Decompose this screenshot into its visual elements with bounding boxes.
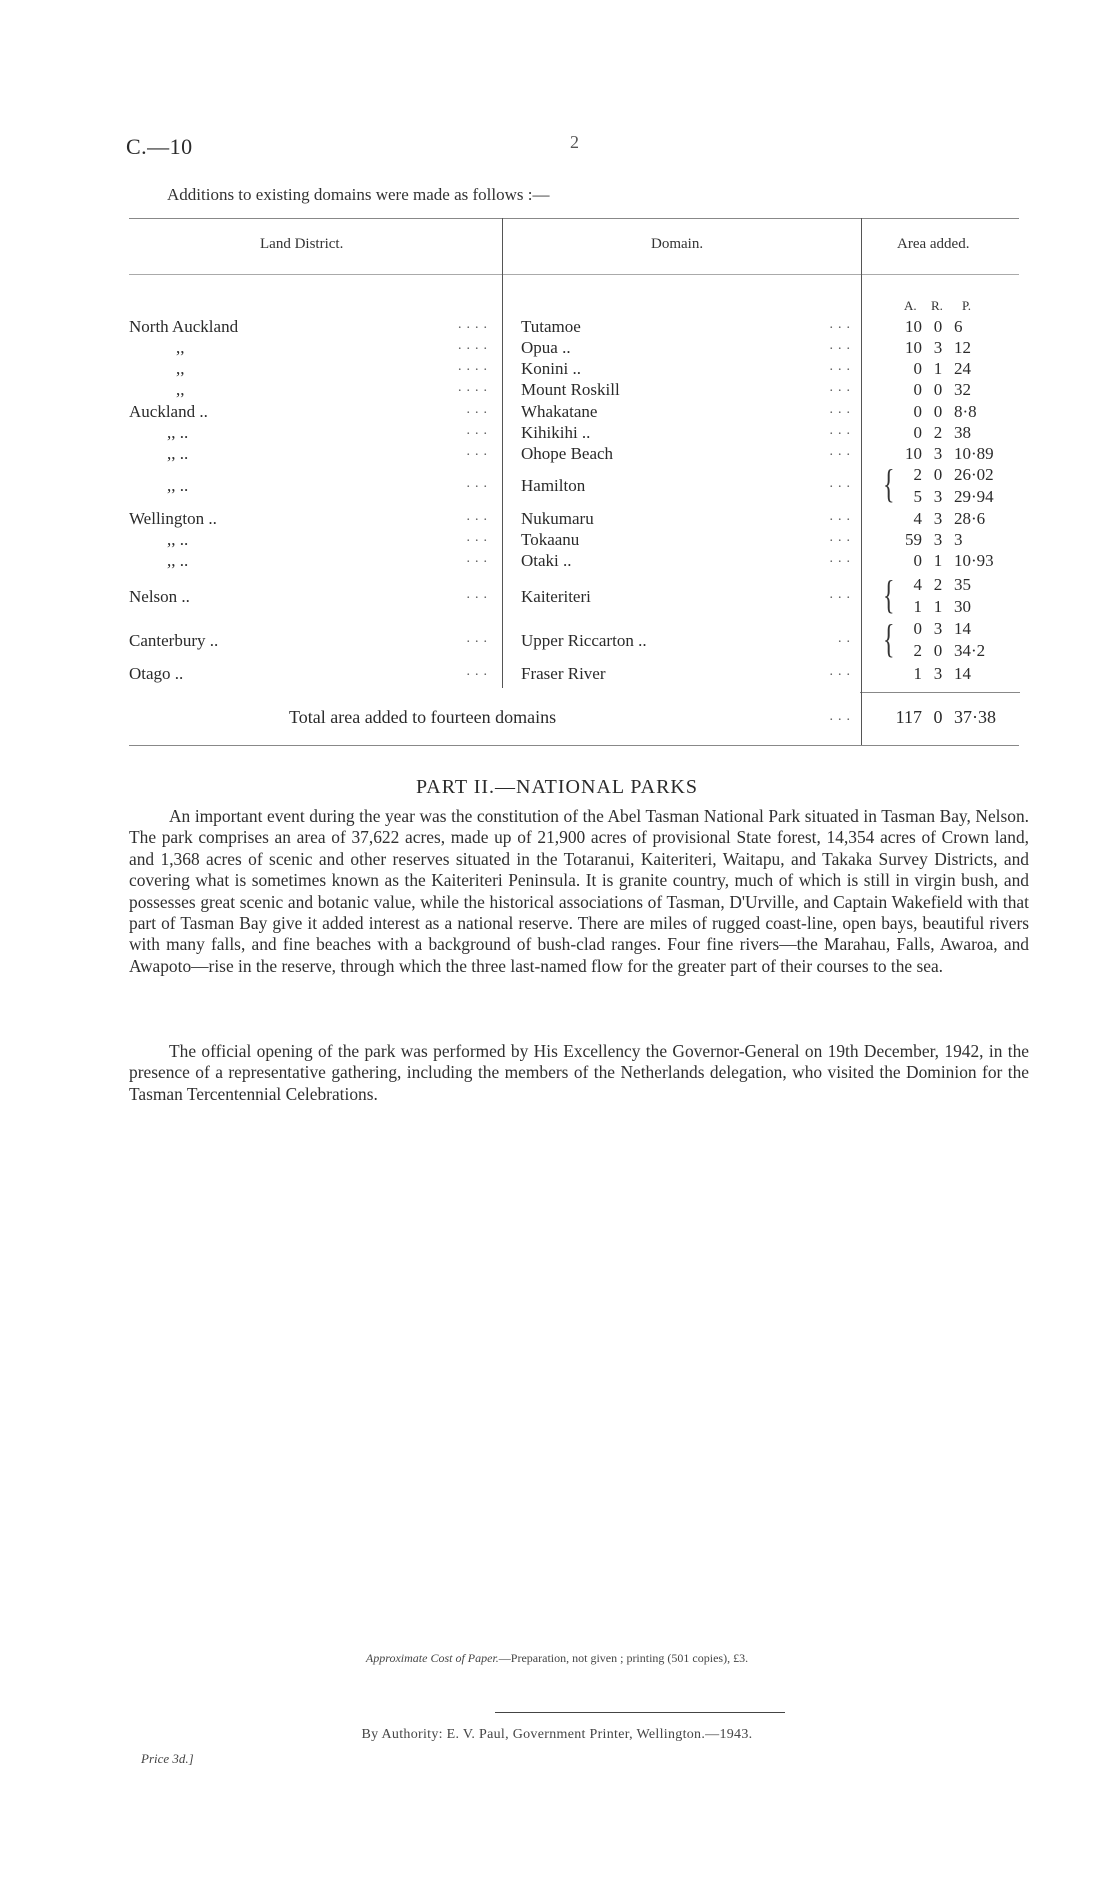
district-cell: Nelson ..	[129, 587, 190, 606]
roods-cell: 3	[933, 664, 943, 683]
cost-label: Approximate Cost of Paper.	[365, 1651, 499, 1665]
brace-icon: {	[883, 461, 895, 506]
perches-cell: 10·93	[954, 551, 994, 570]
perches-cell: 26·02	[954, 465, 994, 484]
roods-cell: 3	[933, 619, 943, 638]
acres-cell: 0	[913, 551, 922, 570]
roods-cell: 1	[933, 551, 943, 570]
perches-cell: 35	[954, 575, 971, 594]
perches-cell: 30	[954, 597, 971, 616]
roods-cell: 2	[933, 575, 943, 594]
leader-dots: ....	[458, 380, 492, 395]
roods-cell: 0	[933, 402, 943, 421]
perches-cell: 8·8	[954, 402, 977, 421]
roods-cell: 0	[933, 380, 943, 399]
leader-dots: ..	[838, 631, 855, 646]
leader-dots: ...	[829, 444, 855, 459]
unit-roods: R.	[931, 298, 943, 313]
leader-dots: ...	[829, 476, 855, 491]
table-top-rule	[129, 218, 1019, 219]
district-cell: Auckland ..	[129, 402, 208, 421]
leader-dots: ...	[829, 380, 855, 395]
acres-cell: 0	[913, 359, 922, 378]
leader-dots: ...	[466, 530, 492, 545]
unit-acres: A.	[904, 298, 917, 313]
table-row	[0, 402, 1114, 423]
domain-cell: Fraser River	[521, 664, 606, 683]
perches-cell: 38	[954, 423, 971, 442]
footer-rule	[495, 1712, 785, 1713]
roods-cell: 1	[933, 597, 943, 616]
roods-cell: 0	[933, 641, 943, 660]
perches-cell: 6	[954, 317, 963, 336]
table-bottom-rule	[129, 745, 1019, 746]
intro-text: Additions to existing domains were made as follows :—	[167, 185, 550, 204]
acres-cell: 4	[913, 509, 922, 528]
perches-cell: 24	[954, 359, 971, 378]
leader-dots: ...	[829, 587, 855, 602]
page-reference: C.—10	[126, 134, 193, 159]
acres-cell: 5	[913, 487, 922, 506]
leader-dots: ...	[829, 359, 855, 374]
leader-dots: ...	[829, 709, 855, 724]
leader-dots: ...	[829, 338, 855, 353]
district-cell: ,,	[176, 359, 185, 378]
district-cell: Otago ..	[129, 664, 184, 683]
table-row	[0, 509, 1114, 530]
leader-dots: ...	[829, 509, 855, 524]
leader-dots: ...	[466, 402, 492, 417]
paragraph: An important event during the year was the constitution of the Abel Tasman National Park situated in Tasman Bay, Nelson. The park comprises an area of 37,622 acres, made up of 21,900 acres of provisional State forest, 14,354 acres of Crown land, and 1,368 acres of scenic and other reserves situated in the Totaranui, Kaiteriteri, Waitapu, and Takaka Survey Districts, and covering what is sometimes known as the Kaiteriteri Peninsula. It is granite country, much of which is still in virgin bush, and possesses great scenic and botanic value, while the historical associations of Tasman, D'Urville, and Captain Wakefield with that part of Tasman Bay give it added interest as a national reserve. There are miles of rugged coast-line, open bays, beautiful rivers with many falls, and fine beaches with a background of bush-clad ranges. Four fine rivers—the Marahau, Falls, Awaroa, and Awapoto—rise in the reserve, through which the three last-named flow for the greater part of their courses to the sea.	[129, 806, 1029, 976]
acres-cell: 0	[913, 402, 922, 421]
domain-cell: Mount Roskill	[521, 380, 620, 399]
perches-cell: 28·6	[954, 509, 986, 528]
domain-cell: Konini ..	[521, 359, 581, 378]
leader-dots: ...	[466, 509, 492, 524]
price-note: Price 3d.]	[141, 1751, 194, 1766]
table-total-rule	[860, 692, 1020, 693]
perches-cell: 14	[954, 664, 971, 683]
district-cell: ,, ..	[167, 444, 189, 463]
leader-dots: ...	[829, 423, 855, 438]
table-row	[0, 359, 1114, 380]
total-roods: 0	[933, 707, 943, 727]
header-land-district: Land District.	[260, 236, 344, 252]
acres-cell: 10	[905, 444, 922, 463]
perches-cell: 34·2	[954, 641, 986, 660]
unit-perches: P.	[962, 298, 972, 313]
page-number: 2	[570, 132, 579, 152]
acres-cell: 2	[913, 465, 922, 484]
district-cell: ,, ..	[167, 551, 189, 570]
table-header-rule	[129, 274, 1019, 275]
perches-cell: 3	[954, 530, 963, 549]
table-subrow	[0, 597, 1114, 618]
perches-cell: 12	[954, 338, 971, 357]
leader-dots: ...	[466, 476, 492, 491]
district-cell: ,, ..	[167, 476, 189, 495]
table-row	[0, 317, 1114, 338]
district-cell: ,,	[176, 380, 185, 399]
table-subrow	[0, 641, 1114, 662]
table-subrow	[0, 487, 1114, 508]
leader-dots: ....	[458, 338, 492, 353]
domain-cell: Upper Riccarton ..	[521, 631, 647, 650]
cost-text: —Preparation, not given ; printing (501 copies), £3.	[498, 1651, 749, 1665]
total-perches: 37·38	[954, 707, 996, 727]
acres-cell: 10	[905, 317, 922, 336]
acres-cell: 0	[913, 380, 922, 399]
leader-dots: ...	[829, 551, 855, 566]
table-row	[0, 530, 1114, 551]
roods-cell: 3	[933, 444, 943, 463]
domain-cell: Otaki ..	[521, 551, 572, 570]
perches-cell: 32	[954, 380, 971, 399]
roods-cell: 2	[933, 423, 943, 442]
leader-dots: ...	[466, 444, 492, 459]
acres-cell: 59	[905, 530, 922, 549]
leader-dots: ....	[458, 317, 492, 332]
table-row	[0, 423, 1114, 444]
header-area-added: Area added.	[897, 236, 970, 252]
roods-cell: 0	[933, 317, 943, 336]
acres-cell: 0	[913, 423, 922, 442]
acres-cell: 1	[913, 664, 922, 683]
authority-line: By Authority: E. V. Paul, Government Printer, Wellington.—1943.	[361, 1727, 753, 1742]
perches-cell: 14	[954, 619, 971, 638]
domain-cell: Kaiteriteri	[521, 587, 591, 606]
table-subrow	[0, 575, 1114, 596]
section-title: PART II.—NATIONAL PARKS	[415, 776, 699, 798]
roods-cell: 3	[933, 487, 943, 506]
perches-cell: 29·94	[954, 487, 994, 506]
domain-cell: Opua ..	[521, 338, 571, 357]
domain-cell: Tutamoe	[521, 317, 581, 336]
district-cell: North Auckland	[129, 317, 239, 336]
district-cell: Wellington ..	[129, 509, 217, 528]
table-row	[0, 444, 1114, 465]
paragraph: The official opening of the park was performed by His Excellency the Governor-General on 19th December, 1942, in the presence of a representative gathering, including the members of the Netherlands delegation, who visited the Dominion for the Tasman Tercentennial Celebrations.	[129, 1041, 1029, 1104]
leader-dots: ...	[466, 423, 492, 438]
total-label: Total area added to fourteen domains	[289, 707, 557, 727]
total-acres: 117	[895, 707, 922, 727]
acres-cell: 1	[913, 597, 922, 616]
leader-dots: ...	[829, 530, 855, 545]
domain-cell: Kihikihi ..	[521, 423, 591, 442]
acres-cell: 4	[913, 575, 922, 594]
leader-dots: ...	[466, 631, 492, 646]
leader-dots: ...	[829, 317, 855, 332]
roods-cell: 0	[933, 465, 943, 484]
table-subrow	[0, 619, 1114, 640]
roods-cell: 3	[933, 338, 943, 357]
brace-icon: {	[883, 616, 895, 661]
roods-cell: 3	[933, 509, 943, 528]
domain-cell: Nukumaru	[521, 509, 594, 528]
district-cell: ,,	[176, 338, 185, 357]
acres-cell: 0	[913, 619, 922, 638]
table-subrow	[0, 465, 1114, 486]
roods-cell: 1	[933, 359, 943, 378]
district-cell: ,, ..	[167, 423, 189, 442]
leader-dots: ...	[829, 402, 855, 417]
domain-cell: Hamilton	[521, 476, 586, 495]
district-cell: ,, ..	[167, 530, 189, 549]
domain-cell: Whakatane	[521, 402, 598, 421]
cost-note	[0, 1651, 1114, 1666]
district-cell: Canterbury ..	[129, 631, 219, 650]
domain-cell: Ohope Beach	[521, 444, 614, 463]
roods-cell: 3	[933, 530, 943, 549]
perches-cell: 10·89	[954, 444, 994, 463]
acres-cell: 10	[905, 338, 922, 357]
leader-dots: ...	[466, 664, 492, 679]
acres-cell: 2	[913, 641, 922, 660]
leader-dots: ...	[466, 551, 492, 566]
header-domain: Domain.	[651, 236, 704, 252]
table-row	[0, 664, 1114, 685]
table-row	[0, 338, 1114, 359]
leader-dots: ...	[466, 587, 492, 602]
table-row	[0, 380, 1114, 401]
leader-dots: ....	[458, 359, 492, 374]
domain-cell: Tokaanu	[521, 530, 580, 549]
table-row	[0, 551, 1114, 572]
leader-dots: ...	[829, 664, 855, 679]
brace-icon: {	[883, 572, 895, 617]
